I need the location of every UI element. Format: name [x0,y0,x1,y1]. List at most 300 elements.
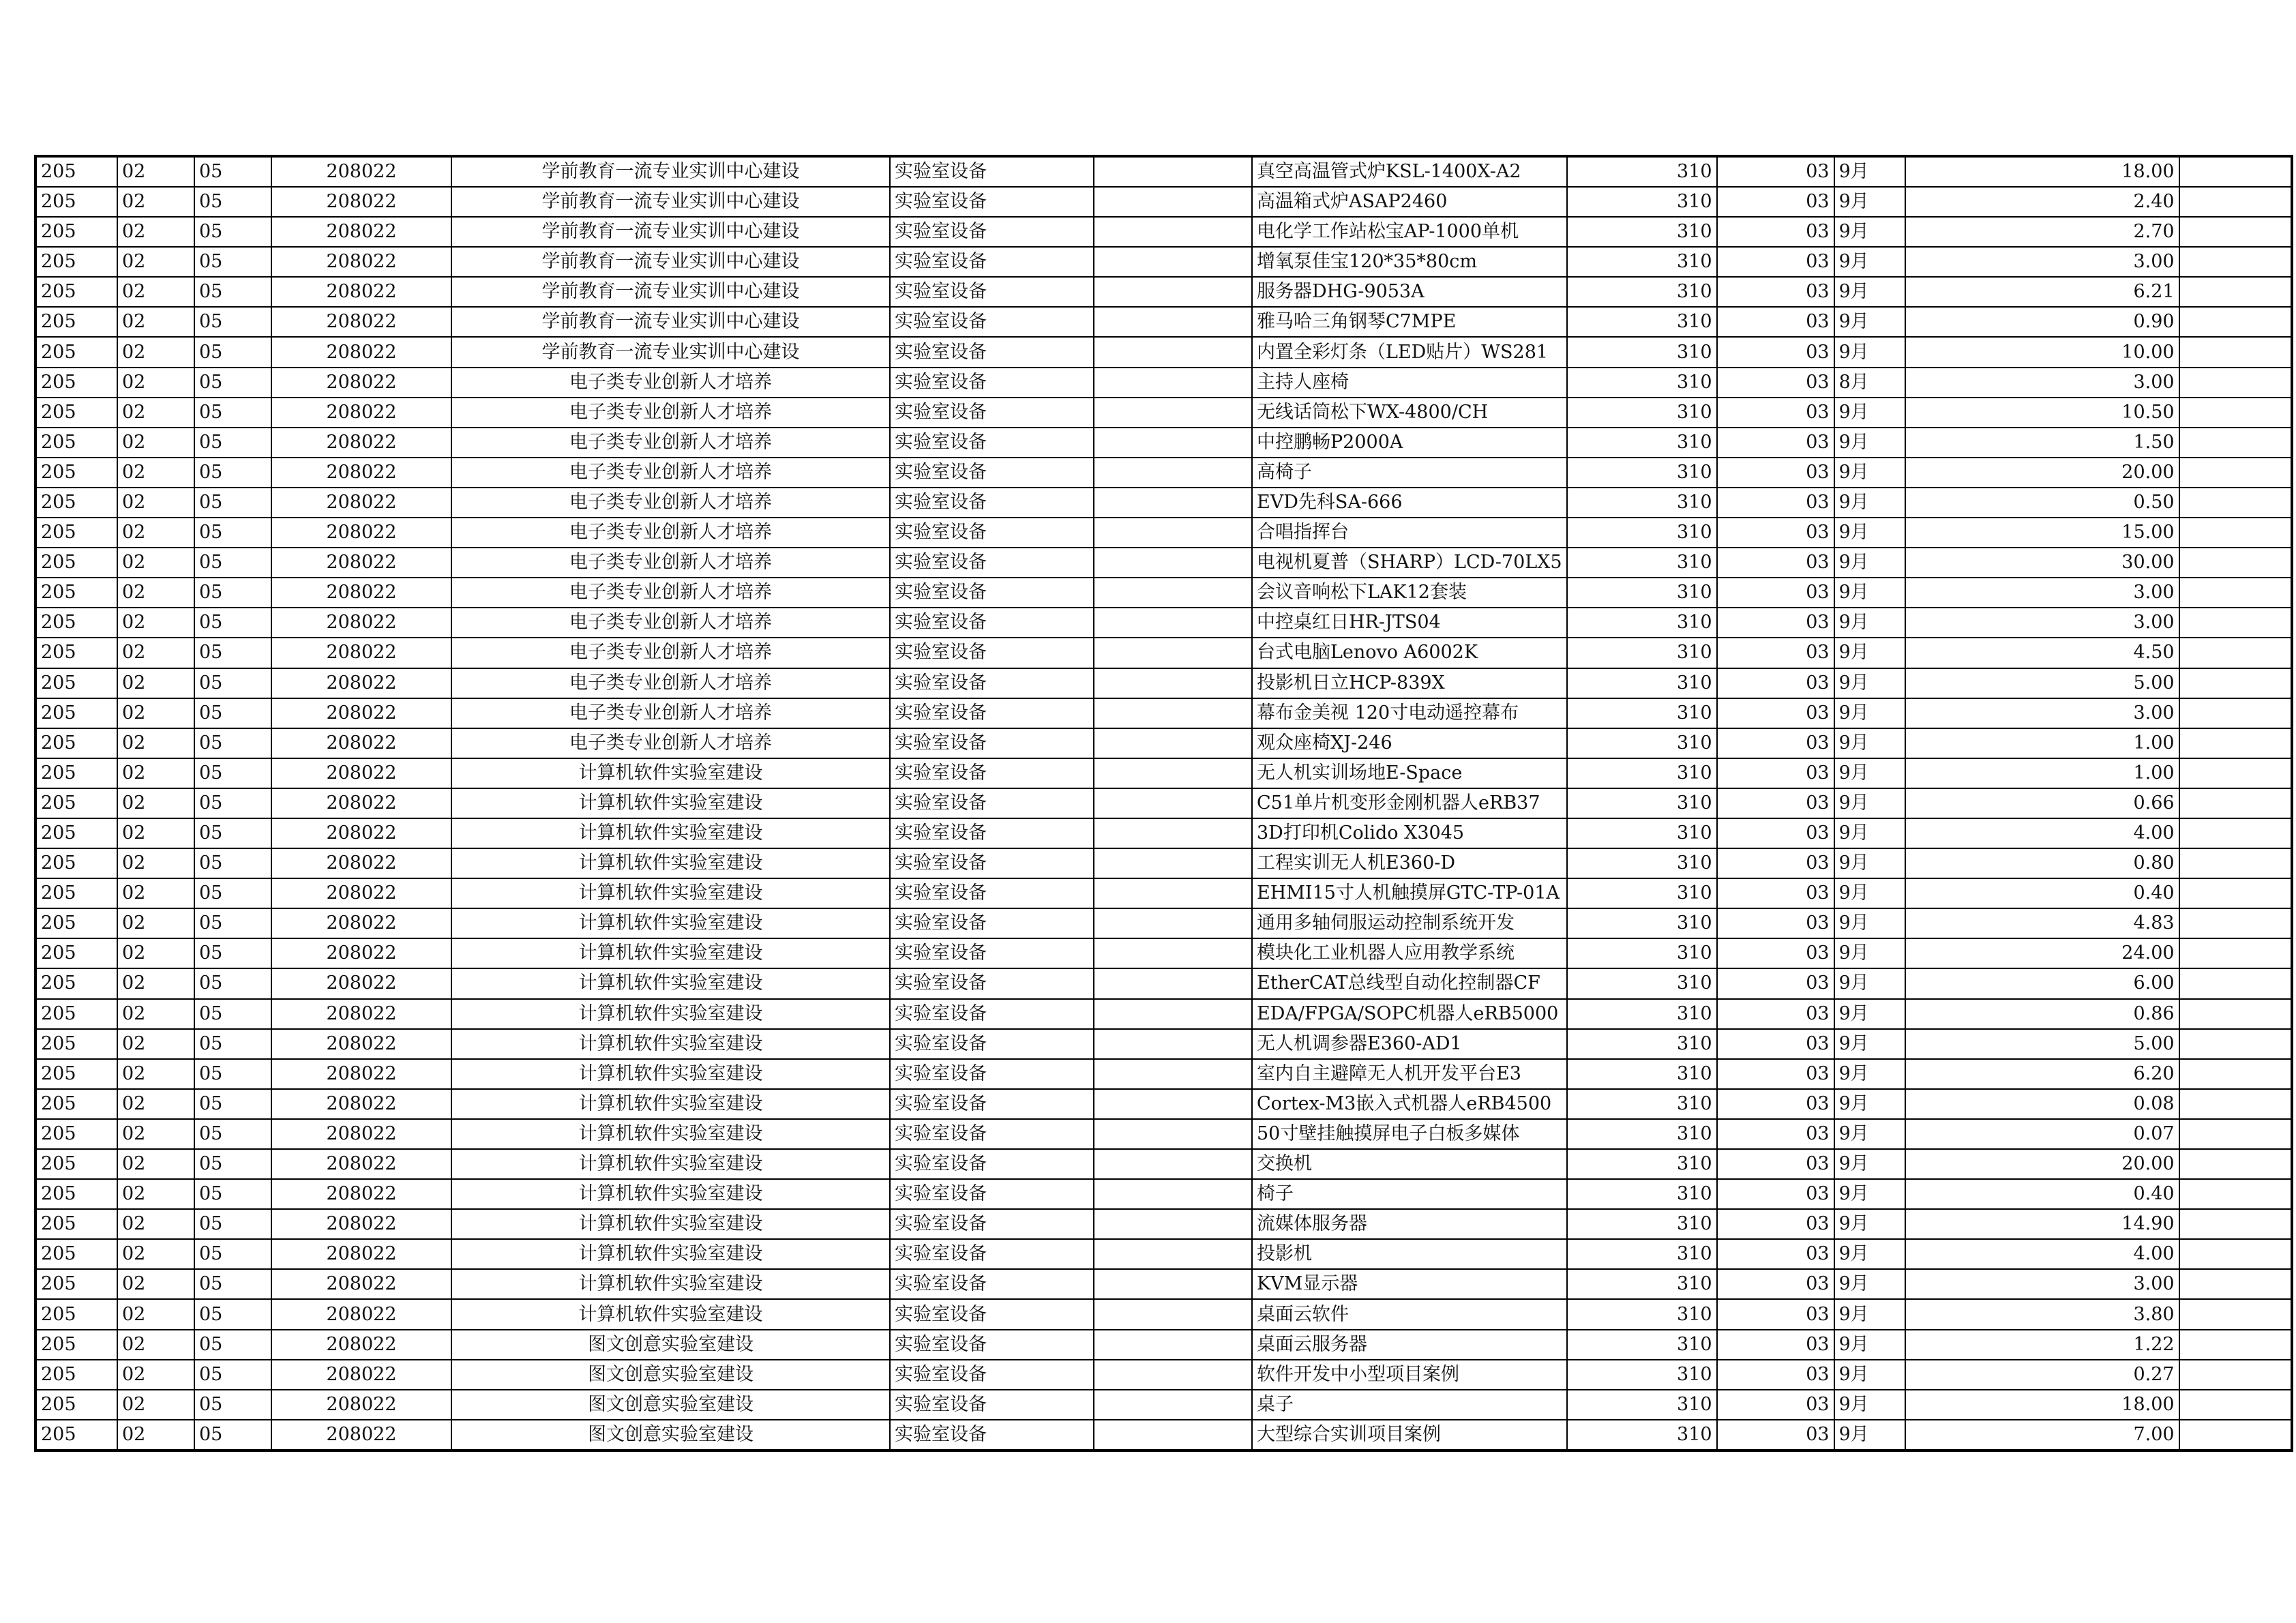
item-category-cell: 实验室设备 [890,938,1094,968]
econ-class-cell: 310 [1567,878,1717,908]
table-row [35,1390,2292,1420]
project-name-cell: 电子类专业创新人才培养 [451,518,890,548]
amount-cell: 0.86 [1905,999,2179,1029]
blank-cell-cell [1094,307,1252,337]
month-cell: 9月 [1834,1390,1905,1420]
project-name-cell: 图文创意实验室建设 [451,1390,890,1420]
dept-code-cell: 208022 [271,818,451,848]
table-row [35,668,2292,698]
table-row [35,1299,2292,1329]
project-name-cell: 电子类专业创新人才培养 [451,728,890,758]
econ-class-cell: 310 [1567,788,1717,818]
table-row [35,1209,2292,1239]
equipment-name-cell: 桌子 [1252,1390,1567,1420]
month-cell: 9月 [1834,1029,1905,1059]
func-sub-cell: 02 [117,788,194,818]
table-row [35,1149,2292,1179]
dept-code-cell: 208022 [271,156,451,187]
item-category-cell: 实验室设备 [890,458,1094,488]
item-category-cell: 实验室设备 [890,277,1094,307]
project-name-cell: 计算机软件实验室建设 [451,999,890,1029]
econ-sub-cell: 03 [1717,277,1834,307]
item-category-cell: 实验室设备 [890,187,1094,217]
project-name-cell: 计算机软件实验室建设 [451,1149,890,1179]
func-class-cell: 205 [35,247,117,277]
amount-cell: 5.00 [1905,1029,2179,1059]
amount-cell: 0.08 [1905,1089,2179,1119]
econ-sub-cell: 03 [1717,368,1834,398]
func-sub-cell: 02 [117,1360,194,1390]
dept-code-cell: 208022 [271,908,451,938]
func-sub-cell: 02 [117,698,194,728]
month-cell: 9月 [1834,337,1905,367]
func-sub-cell: 02 [117,1420,194,1450]
blank-cell-cell [1094,578,1252,608]
func-class-cell: 205 [35,428,117,458]
month-cell: 9月 [1834,1299,1905,1329]
func-sub-cell: 02 [117,818,194,848]
month-cell: 9月 [1834,1330,1905,1360]
func-sub-cell: 02 [117,518,194,548]
table-row [35,938,2292,968]
month-cell: 9月 [1834,277,1905,307]
empty-cell [2179,1209,2292,1239]
func-class-cell: 205 [35,818,117,848]
econ-sub-cell: 03 [1717,1209,1834,1239]
func-item-cell: 05 [194,247,271,277]
dept-code-cell: 208022 [271,398,451,428]
econ-sub-cell: 03 [1717,1420,1834,1450]
blank-cell-cell [1094,698,1252,728]
empty-cell [2179,1179,2292,1209]
blank-cell-cell [1094,908,1252,938]
func-item-cell: 05 [194,1330,271,1360]
item-category-cell: 实验室设备 [890,1119,1094,1149]
empty-cell [2179,1059,2292,1089]
item-category-cell: 实验室设备 [890,1209,1094,1239]
func-class-cell: 205 [35,999,117,1029]
empty-cell [2179,368,2292,398]
item-category-cell: 实验室设备 [890,1360,1094,1390]
empty-cell [2179,277,2292,307]
econ-class-cell: 310 [1567,337,1717,367]
econ-sub-cell: 03 [1717,518,1834,548]
table-row [35,518,2292,548]
equipment-name-cell: 椅子 [1252,1179,1567,1209]
month-cell: 9月 [1834,1269,1905,1299]
func-class-cell: 205 [35,788,117,818]
func-sub-cell: 02 [117,968,194,998]
econ-class-cell: 310 [1567,1299,1717,1329]
econ-class-cell: 310 [1567,818,1717,848]
blank-cell-cell [1094,458,1252,488]
table-row [35,1269,2292,1299]
month-cell: 9月 [1834,1149,1905,1179]
econ-class-cell: 310 [1567,999,1717,1029]
item-category-cell: 实验室设备 [890,698,1094,728]
item-category-cell: 实验室设备 [890,1029,1094,1059]
month-cell: 9月 [1834,938,1905,968]
equipment-name-cell: 台式电脑Lenovo A6002K [1252,638,1567,668]
dept-code-cell: 208022 [271,1239,451,1269]
dept-code-cell: 208022 [271,1269,451,1299]
dept-code-cell: 208022 [271,247,451,277]
month-cell: 9月 [1834,608,1905,638]
blank-cell-cell [1094,1299,1252,1329]
func-class-cell: 205 [35,488,117,518]
item-category-cell: 实验室设备 [890,1179,1094,1209]
blank-cell-cell [1094,788,1252,818]
equipment-name-cell: 室内自主避障无人机开发平台E3 [1252,1059,1567,1089]
item-category-cell: 实验室设备 [890,368,1094,398]
month-cell: 9月 [1834,818,1905,848]
func-item-cell: 05 [194,1299,271,1329]
func-item-cell: 05 [194,608,271,638]
empty-cell [2179,1089,2292,1119]
item-category-cell: 实验室设备 [890,1390,1094,1420]
empty-cell [2179,728,2292,758]
func-item-cell: 05 [194,999,271,1029]
table-row [35,277,2292,307]
amount-cell: 0.50 [1905,488,2179,518]
amount-cell: 20.00 [1905,1149,2179,1179]
func-class-cell: 205 [35,518,117,548]
amount-cell: 4.00 [1905,1239,2179,1269]
amount-cell: 18.00 [1905,156,2179,187]
equipment-name-cell: 交换机 [1252,1149,1567,1179]
dept-code-cell: 208022 [271,728,451,758]
month-cell: 9月 [1834,1119,1905,1149]
dept-code-cell: 208022 [271,277,451,307]
dept-code-cell: 208022 [271,337,451,367]
amount-cell: 6.21 [1905,277,2179,307]
econ-sub-cell: 03 [1717,668,1834,698]
empty-cell [2179,608,2292,638]
amount-cell: 3.80 [1905,1299,2179,1329]
econ-class-cell: 310 [1567,187,1717,217]
func-sub-cell: 02 [117,1089,194,1119]
econ-sub-cell: 03 [1717,968,1834,998]
equipment-name-cell: 桌面云服务器 [1252,1330,1567,1360]
blank-cell-cell [1094,999,1252,1029]
econ-class-cell: 310 [1567,368,1717,398]
equipment-name-cell: 中控鹏畅P2000A [1252,428,1567,458]
func-class-cell: 205 [35,548,117,578]
equipment-name-cell: 桌面云软件 [1252,1299,1567,1329]
table-row [35,608,2292,638]
table-row [35,578,2292,608]
func-class-cell: 205 [35,668,117,698]
func-item-cell: 05 [194,518,271,548]
empty-cell [2179,548,2292,578]
amount-cell: 2.40 [1905,187,2179,217]
project-name-cell: 电子类专业创新人才培养 [451,668,890,698]
empty-cell [2179,337,2292,367]
project-name-cell: 计算机软件实验室建设 [451,1179,890,1209]
func-sub-cell: 02 [117,1119,194,1149]
equipment-name-cell: 无线话筒松下WX-4800/CH [1252,398,1567,428]
amount-cell: 6.20 [1905,1059,2179,1089]
func-item-cell: 05 [194,398,271,428]
item-category-cell: 实验室设备 [890,848,1094,878]
project-name-cell: 计算机软件实验室建设 [451,938,890,968]
func-sub-cell: 02 [117,187,194,217]
econ-sub-cell: 03 [1717,848,1834,878]
dept-code-cell: 208022 [271,488,451,518]
empty-cell [2179,1239,2292,1269]
project-name-cell: 电子类专业创新人才培养 [451,608,890,638]
func-item-cell: 05 [194,1239,271,1269]
dept-code-cell: 208022 [271,307,451,337]
empty-cell [2179,1149,2292,1179]
table-row [35,548,2292,578]
amount-cell: 3.00 [1905,1269,2179,1299]
empty-cell [2179,638,2292,668]
econ-class-cell: 310 [1567,518,1717,548]
func-class-cell: 205 [35,307,117,337]
month-cell: 9月 [1834,1179,1905,1209]
dept-code-cell: 208022 [271,1119,451,1149]
project-name-cell: 计算机软件实验室建设 [451,1119,890,1149]
empty-cell [2179,428,2292,458]
func-class-cell: 205 [35,848,117,878]
empty-cell [2179,698,2292,728]
project-name-cell: 计算机软件实验室建设 [451,968,890,998]
econ-class-cell: 310 [1567,668,1717,698]
month-cell: 9月 [1834,488,1905,518]
func-sub-cell: 02 [117,1209,194,1239]
func-class-cell: 205 [35,1330,117,1360]
func-class-cell: 205 [35,1059,117,1089]
econ-class-cell: 310 [1567,247,1717,277]
dept-code-cell: 208022 [271,548,451,578]
func-class-cell: 205 [35,1119,117,1149]
empty-cell [2179,217,2292,247]
dept-code-cell: 208022 [271,668,451,698]
econ-sub-cell: 03 [1717,156,1834,187]
month-cell: 9月 [1834,1089,1905,1119]
empty-cell [2179,1029,2292,1059]
project-name-cell: 学前教育一流专业实训中心建设 [451,156,890,187]
project-name-cell: 计算机软件实验室建设 [451,908,890,938]
func-item-cell: 05 [194,548,271,578]
blank-cell-cell [1094,818,1252,848]
econ-class-cell: 310 [1567,938,1717,968]
project-name-cell: 学前教育一流专业实训中心建设 [451,337,890,367]
month-cell: 9月 [1834,578,1905,608]
month-cell: 9月 [1834,788,1905,818]
dept-code-cell: 208022 [271,1149,451,1179]
econ-sub-cell: 03 [1717,1029,1834,1059]
equipment-name-cell: 大型综合实训项目案例 [1252,1420,1567,1450]
func-item-cell: 05 [194,1209,271,1239]
func-sub-cell: 02 [117,428,194,458]
equipment-name-cell: C51单片机变形金刚机器人eRB37 [1252,788,1567,818]
func-sub-cell: 02 [117,1179,194,1209]
project-name-cell: 图文创意实验室建设 [451,1420,890,1450]
amount-cell: 0.40 [1905,1179,2179,1209]
project-name-cell: 电子类专业创新人才培养 [451,368,890,398]
item-category-cell: 实验室设备 [890,788,1094,818]
empty-cell [2179,247,2292,277]
func-item-cell: 05 [194,1360,271,1390]
func-class-cell: 205 [35,908,117,938]
empty-cell [2179,788,2292,818]
func-item-cell: 05 [194,1420,271,1450]
equipment-name-cell: EVD先科SA-666 [1252,488,1567,518]
econ-sub-cell: 03 [1717,488,1834,518]
econ-sub-cell: 03 [1717,1239,1834,1269]
project-name-cell: 电子类专业创新人才培养 [451,638,890,668]
item-category-cell: 实验室设备 [890,578,1094,608]
item-category-cell: 实验室设备 [890,428,1094,458]
blank-cell-cell [1094,1089,1252,1119]
econ-sub-cell: 03 [1717,307,1834,337]
func-sub-cell: 02 [117,368,194,398]
month-cell: 9月 [1834,878,1905,908]
dept-code-cell: 208022 [271,968,451,998]
func-sub-cell: 02 [117,548,194,578]
func-sub-cell: 02 [117,728,194,758]
amount-cell: 3.00 [1905,698,2179,728]
dept-code-cell: 208022 [271,578,451,608]
empty-cell [2179,518,2292,548]
empty-cell [2179,848,2292,878]
month-cell: 9月 [1834,1059,1905,1089]
func-class-cell: 205 [35,1179,117,1209]
func-item-cell: 05 [194,878,271,908]
amount-cell: 1.00 [1905,758,2179,788]
item-category-cell: 实验室设备 [890,638,1094,668]
func-class-cell: 205 [35,187,117,217]
project-name-cell: 计算机软件实验室建设 [451,1059,890,1089]
econ-class-cell: 310 [1567,758,1717,788]
func-sub-cell: 02 [117,1330,194,1360]
func-class-cell: 205 [35,938,117,968]
econ-class-cell: 310 [1567,1029,1717,1059]
econ-sub-cell: 03 [1717,1089,1834,1119]
dept-code-cell: 208022 [271,1089,451,1119]
item-category-cell: 实验室设备 [890,1059,1094,1089]
econ-class-cell: 310 [1567,1089,1717,1119]
econ-class-cell: 310 [1567,217,1717,247]
dept-code-cell: 208022 [271,1330,451,1360]
dept-code-cell: 208022 [271,187,451,217]
blank-cell-cell [1094,728,1252,758]
econ-class-cell: 310 [1567,908,1717,938]
project-name-cell: 计算机软件实验室建设 [451,818,890,848]
item-category-cell: 实验室设备 [890,217,1094,247]
amount-cell: 3.00 [1905,368,2179,398]
dept-code-cell: 208022 [271,938,451,968]
econ-class-cell: 310 [1567,728,1717,758]
econ-sub-cell: 03 [1717,458,1834,488]
month-cell: 9月 [1834,398,1905,428]
econ-sub-cell: 03 [1717,1330,1834,1360]
empty-cell [2179,938,2292,968]
func-sub-cell: 02 [117,337,194,367]
func-class-cell: 205 [35,1149,117,1179]
amount-cell: 20.00 [1905,458,2179,488]
func-sub-cell: 02 [117,247,194,277]
table-row [35,1330,2292,1360]
amount-cell: 0.40 [1905,878,2179,908]
month-cell: 9月 [1834,548,1905,578]
empty-cell [2179,1420,2292,1450]
equipment-name-cell: 工程实训无人机E360-D [1252,848,1567,878]
table-row [35,458,2292,488]
project-name-cell: 电子类专业创新人才培养 [451,428,890,458]
project-name-cell: 学前教育一流专业实训中心建设 [451,307,890,337]
blank-cell-cell [1094,1119,1252,1149]
item-category-cell: 实验室设备 [890,398,1094,428]
econ-class-cell: 310 [1567,398,1717,428]
blank-cell-cell [1094,548,1252,578]
project-name-cell: 计算机软件实验室建设 [451,1209,890,1239]
func-item-cell: 05 [194,368,271,398]
project-name-cell: 电子类专业创新人才培养 [451,578,890,608]
amount-cell: 0.07 [1905,1119,2179,1149]
econ-sub-cell: 03 [1717,758,1834,788]
table-row [35,999,2292,1029]
table-row [35,698,2292,728]
blank-cell-cell [1094,518,1252,548]
econ-class-cell: 310 [1567,1330,1717,1360]
func-sub-cell: 02 [117,758,194,788]
table-row [35,788,2292,818]
func-sub-cell: 02 [117,277,194,307]
item-category-cell: 实验室设备 [890,878,1094,908]
table-row [35,1179,2292,1209]
month-cell: 9月 [1834,638,1905,668]
project-name-cell: 电子类专业创新人才培养 [451,398,890,428]
func-sub-cell: 02 [117,578,194,608]
amount-cell: 6.00 [1905,968,2179,998]
equipment-name-cell: 雅马哈三角钢琴C7MPE [1252,307,1567,337]
func-sub-cell: 02 [117,1390,194,1420]
empty-cell [2179,818,2292,848]
func-sub-cell: 02 [117,878,194,908]
equipment-name-cell: 幕布金美视 120寸电动遥控幕布 [1252,698,1567,728]
project-name-cell: 电子类专业创新人才培养 [451,488,890,518]
func-class-cell: 205 [35,368,117,398]
econ-class-cell: 310 [1567,1059,1717,1089]
amount-cell: 0.80 [1905,848,2179,878]
econ-class-cell: 310 [1567,307,1717,337]
econ-sub-cell: 03 [1717,337,1834,367]
project-name-cell: 计算机软件实验室建设 [451,788,890,818]
empty-cell [2179,758,2292,788]
equipment-name-cell: 无人机实训场地E-Space [1252,758,1567,788]
blank-cell-cell [1094,758,1252,788]
econ-class-cell: 310 [1567,848,1717,878]
equipment-name-cell: 无人机调参器E360-AD1 [1252,1029,1567,1059]
dept-code-cell: 208022 [271,878,451,908]
project-name-cell: 计算机软件实验室建设 [451,878,890,908]
func-item-cell: 05 [194,578,271,608]
equipment-name-cell: 真空高温管式炉KSL-1400X-A2 [1252,156,1567,187]
table-row [35,307,2292,337]
project-name-cell: 图文创意实验室建设 [451,1330,890,1360]
equipment-name-cell: 会议音响松下LAK12套装 [1252,578,1567,608]
func-item-cell: 05 [194,1390,271,1420]
amount-cell: 5.00 [1905,668,2179,698]
blank-cell-cell [1094,1390,1252,1420]
equipment-name-cell: 观众座椅XJ-246 [1252,728,1567,758]
amount-cell: 3.00 [1905,247,2179,277]
empty-cell [2179,1360,2292,1390]
econ-class-cell: 310 [1567,1119,1717,1149]
